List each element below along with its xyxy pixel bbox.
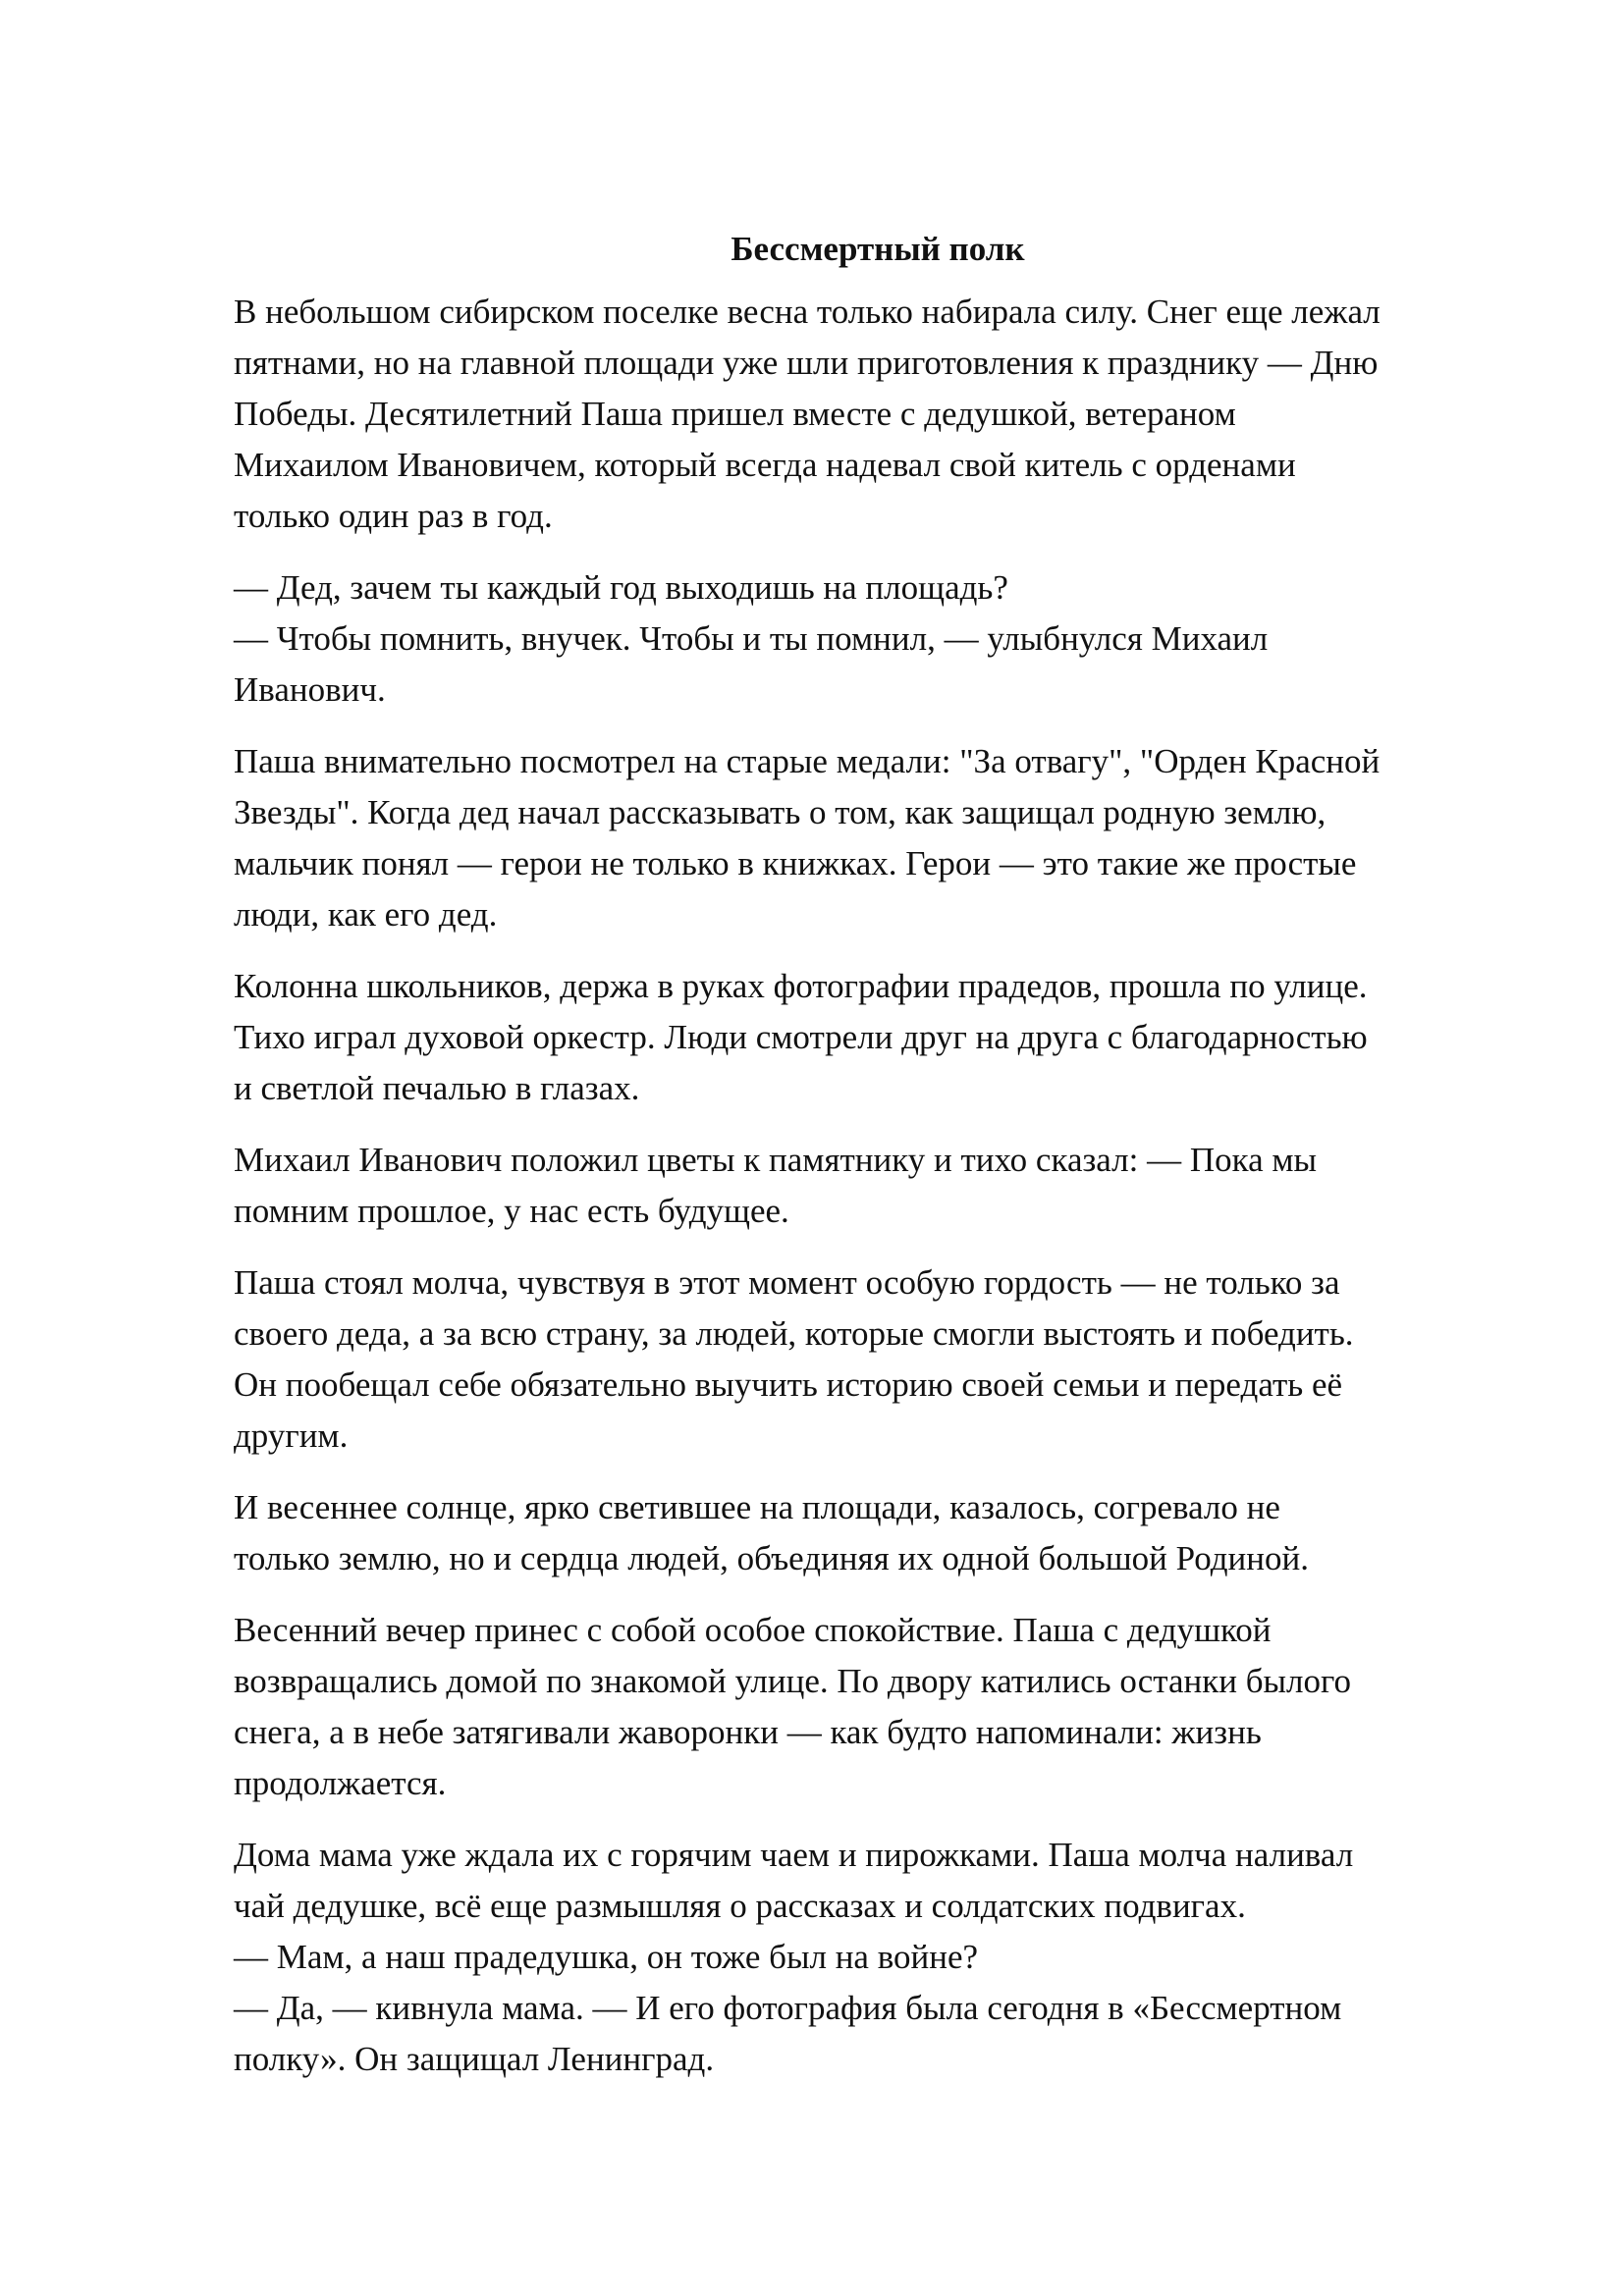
text-line: Звезды". Когда дед начал рассказывать о том, как защищал родную землю, bbox=[234, 793, 1326, 831]
text-line: Победы. Десятилетний Паша пришел вместе с дедушкой, ветераном bbox=[234, 395, 1236, 433]
text-line: — Да, — кивнула мама. — И его фотография была сегодня в «Бессмертном bbox=[234, 1989, 1342, 2027]
page-title: Бессмертный полк bbox=[731, 230, 1025, 268]
paragraph bbox=[234, 1135, 1522, 1237]
text-line: Паша стоял молча, чувствуя в этот момент особую гордость — не только за bbox=[234, 1263, 1340, 1302]
text-line: — Чтобы помнить, внучек. Чтобы и ты помнил, — улыбнулся Михаил bbox=[234, 619, 1269, 658]
paragraph bbox=[234, 961, 1522, 1114]
text-line: пятнами, но на главной площади уже шли приготовления к празднику — Дню bbox=[234, 344, 1379, 382]
text-line: — Мам, а наш прадедушка, он тоже был на войне? bbox=[234, 1938, 979, 1976]
text-line: возвращались домой по знакомой улице. По двору катились останки былого bbox=[234, 1662, 1351, 1700]
text-line: И весеннее солнце, ярко светившее на площади, казалось, согревало не bbox=[234, 1488, 1280, 1526]
text-line: Михаилом Ивановичем, который всегда надевал свой китель с орденами bbox=[234, 446, 1296, 484]
paragraph bbox=[234, 1257, 1522, 1462]
paragraph bbox=[234, 736, 1522, 940]
paragraph bbox=[234, 287, 1522, 542]
paragraph-list bbox=[234, 287, 1522, 2085]
text-line: Михаил Иванович положил цветы к памятнику и тихо сказал: — Пока мы bbox=[234, 1141, 1318, 1179]
document-body bbox=[234, 224, 1522, 2106]
text-line: — Дед, зачем ты каждый год выходишь на площадь? bbox=[234, 568, 1008, 607]
text-line: Паша внимательно посмотрел на старые медали: "За отвагу", "Орден Красной bbox=[234, 742, 1380, 780]
text-line: продолжается. bbox=[234, 1764, 447, 1802]
text-line: помним прошлое, у нас есть будущее. bbox=[234, 1192, 789, 1230]
text-line: своего деда, а за всю страну, за людей, которые смогли выстоять и победить. bbox=[234, 1314, 1354, 1353]
text-line: люди, как его дед. bbox=[234, 895, 498, 934]
text-line: Он пообещал себе обязательно выучить историю своей семьи и передать её bbox=[234, 1365, 1343, 1404]
text-line: и светлой печалью в глазах. bbox=[234, 1069, 640, 1107]
text-line: только землю, но и сердца людей, объединяя их одной большой Родиной. bbox=[234, 1539, 1309, 1577]
text-line: Дома мама уже ждала их с горячим чаем и пирожками. Паша молча наливал bbox=[234, 1836, 1354, 1874]
text-line: полку». Он защищал Ленинград. bbox=[234, 2040, 715, 2078]
text-line: Тихо играл духовой оркестр. Люди смотрели друг на друга с благодарностью bbox=[234, 1018, 1368, 1056]
paragraph bbox=[234, 1830, 1522, 2085]
text-line: Иванович. bbox=[234, 670, 386, 709]
paragraph bbox=[234, 562, 1522, 716]
text-line: чай дедушке, всё еще размышляя о рассказах и солдатских подвигах. bbox=[234, 1887, 1246, 1925]
text-line: только один раз в год. bbox=[234, 497, 553, 535]
paragraph bbox=[234, 1605, 1522, 1809]
text-line: другим. bbox=[234, 1416, 349, 1455]
text-line: Колонна школьников, держа в руках фотографии прадедов, прошла по улице. bbox=[234, 967, 1368, 1005]
text-line: Весенний вечер принес с собой особое спокойствие. Паша с дедушкой bbox=[234, 1611, 1272, 1649]
paragraph bbox=[234, 1482, 1522, 1584]
text-line: мальчик понял — герои не только в книжках. Герои — это такие же простые bbox=[234, 844, 1357, 882]
text-line: В небольшом сибирском поселке весна только набирала силу. Снег еще лежал bbox=[234, 293, 1380, 331]
text-line: снега, а в небе затягивали жаворонки — как будто напоминали: жизнь bbox=[234, 1713, 1262, 1751]
